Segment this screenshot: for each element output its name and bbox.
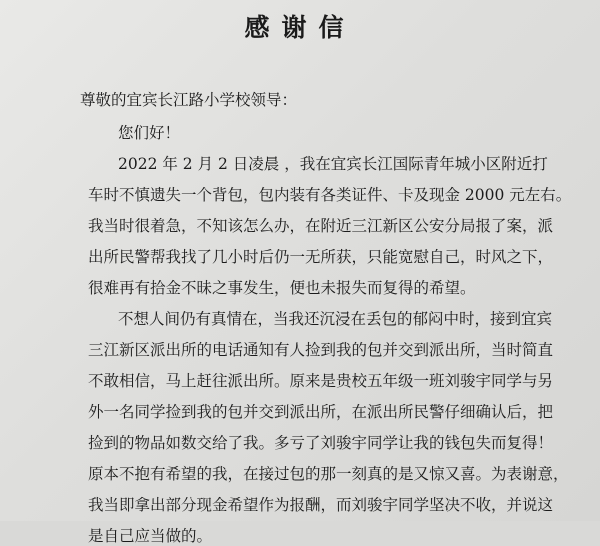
body-line: 我当时很着急，不知该怎么办，在附近三江新区公安分局报了案，派 (88, 217, 554, 235)
body-line: 捡到的物品如数交给了我。多亏了刘骏宇同学让我的钱包失而复得！ (88, 434, 554, 452)
letter-title: 感谢信 (244, 13, 356, 42)
body-line: 三江新区派出所的电话通知有人捡到我的包并交到派出所，当时简直 (88, 341, 554, 359)
body-line: 2022 年 2 月 2 日凌晨 ，我在宜宾长江国际青年城小区附近打 (118, 155, 548, 173)
body-line: 我当即拿出部分现金希望作为报酬，而刘骏宇同学坚决不收，并说这 (88, 496, 554, 514)
body-line: 不想人间仍有真情在，当我还沉浸在丢包的郁闷中时，接到宜宾 (118, 310, 553, 328)
body-line: 出所民警帮我找了几小时后仍一无所获，只能宽慰自己，时风之下， (88, 248, 554, 266)
body-line: 车时不慎遗失一个背包，包内装有各类证件、卡及现金 2000 元左右。 (88, 186, 572, 204)
letter-salutation: 您们好！ (118, 124, 181, 142)
body-line: 外一名同学捡到我的包并交到派出所，在派出所民警仔细确认后，把 (88, 403, 554, 421)
body-line: 是自己应当做的。 (88, 527, 213, 545)
letter-greeting: 尊敬的宜宾长江路小学校领导： (80, 91, 298, 109)
body-line: 不敢相信，马上赶往派出所。原来是贵校五年级一班刘骏宇同学与另 (88, 372, 554, 390)
body-line: 原本不抱有希望的我，在接过包的那一刻真的是又惊又喜。为表谢意， (88, 465, 569, 483)
body-line: 很难再有拾金不昧之事发生，便也未报失而复得的希望。 (88, 279, 476, 297)
